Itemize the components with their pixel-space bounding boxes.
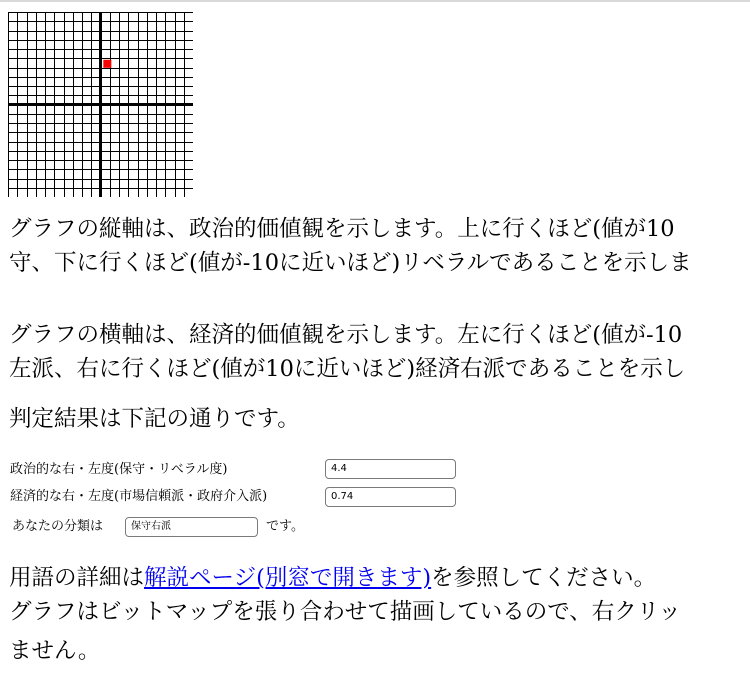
classification-suffix: です。 (266, 519, 304, 534)
note-line2: ません。 (9, 638, 101, 664)
vertical-axis-description-line1: グラフの縦軸は、政治的価値観を示します。上に行くほど(値が10 (9, 216, 675, 242)
classification-label: あなたの分類は (12, 519, 104, 534)
political-compass-graph (8, 12, 193, 197)
economic-score-field[interactable]: 0.74 (325, 487, 456, 507)
classification-field[interactable]: 保守右派 (125, 517, 258, 537)
detail-paragraph (9, 561, 750, 595)
note-line1: グラフはビットマップを張り合わせて描画しているので、右クリッ (9, 599, 681, 625)
detail-suffix: を参照してください。 (431, 565, 657, 591)
vertical-axis-description-line2: 守、下に行くほど(値が-10に近いほど)リベラルであることを示しま (9, 250, 692, 276)
political-score-label: 政治的な右・左度(保守・リベラル度) (10, 462, 228, 477)
result-intro: 判定結果は下記の通りです。 (9, 406, 300, 432)
explanation-page-link[interactable]: 解説ページ(別窓で開きます) (144, 565, 432, 591)
detail-prefix: 用語の詳細は (9, 565, 145, 591)
horizontal-axis-description-line2: 左派、右に行くほど(値が10に近いほど)経済右派であることを示し (9, 356, 686, 382)
horizontal-axis-description-line1: グラフの横軸は、経済的価値観を示します。左に行くほど(値が-10 (9, 322, 683, 348)
top-divider (0, 0, 750, 2)
economic-score-label: 経済的な右・左度(市場信頼派・政府介入派) (10, 489, 268, 504)
political-score-field[interactable]: 4.4 (325, 459, 456, 479)
result-marker (103, 60, 111, 68)
